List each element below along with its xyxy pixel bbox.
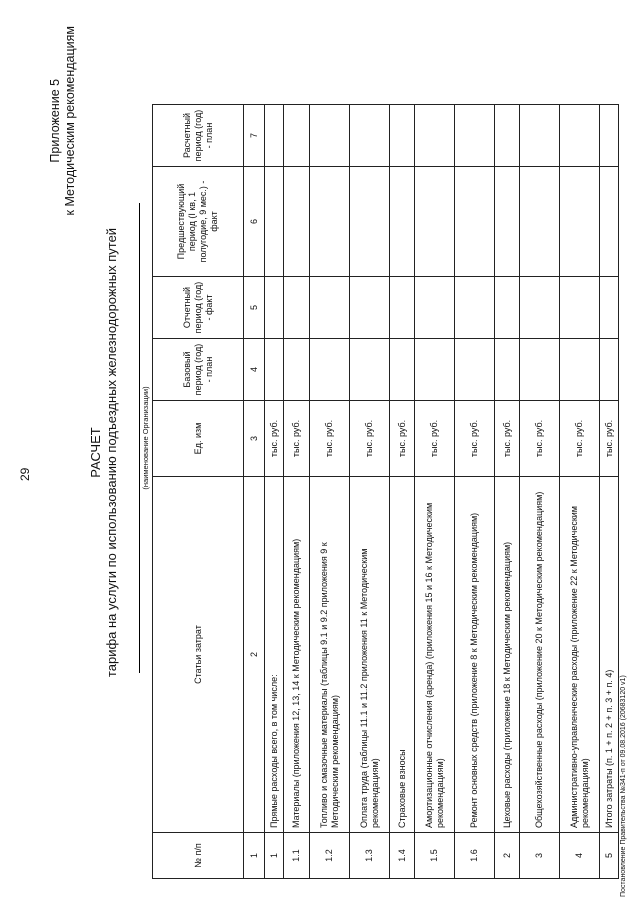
- footer-note: Постановление Правительства №341-п от 09.08.2016 (20683120 v1): [620, 675, 627, 897]
- row-number-cell: 4: [560, 833, 600, 879]
- cost-item-cell: Топливо и смазочные материалы (таблицы 9.1 и 9.2 приложения 9 к Методическим рекомендациям): [310, 477, 350, 833]
- unit-cell: тыс. руб.: [495, 401, 520, 477]
- unit-cell: тыс. руб.: [284, 401, 310, 477]
- row-number-cell: 1: [265, 833, 284, 879]
- unit-cell: тыс. руб.: [560, 401, 600, 477]
- unit-cell: тыс. руб.: [600, 401, 619, 477]
- value-cell-previous-fact: [350, 167, 390, 277]
- value-cell-report-fact: [600, 277, 619, 339]
- table-row: [390, 105, 415, 879]
- value-cell-calc-plan: [284, 105, 310, 167]
- value-cell-previous-fact: [455, 167, 495, 277]
- table-row: [495, 105, 520, 879]
- unit-cell: тыс. руб.: [310, 401, 350, 477]
- value-cell-calc-plan: [390, 105, 415, 167]
- value-cell-previous-fact: [390, 167, 415, 277]
- value-cell-previous-fact: [265, 167, 284, 277]
- table-row: [310, 105, 350, 879]
- value-cell-report-fact: [390, 277, 415, 339]
- cost-item-cell: Страховые взносы: [390, 477, 415, 833]
- value-cell-report-fact: [284, 277, 310, 339]
- value-cell-previous-fact: [495, 167, 520, 277]
- table-row: [415, 105, 455, 879]
- header-cell: Статьи затрат: [153, 477, 244, 833]
- row-number-cell: 3: [520, 833, 560, 879]
- header-cell: Предшествующий период (I кв, 1 полугодие, 9 мес.) - факт: [153, 167, 244, 277]
- cost-item-cell: Прямые расходы всего, в том числе:: [265, 477, 284, 833]
- value-cell-previous-fact: [415, 167, 455, 277]
- index-cell: 2: [244, 477, 265, 833]
- value-cell-report-fact: [310, 277, 350, 339]
- index-cell: 7: [244, 105, 265, 167]
- value-cell-report-fact: [520, 277, 560, 339]
- cost-item-cell: Административно-управленческие расходы (приложение 22 к Методическим рекомендациям): [560, 477, 600, 833]
- appendix-number: Приложение 5: [48, 78, 62, 163]
- cost-item-cell: Материалы (приложения 12, 13, 14 к Методическим рекомендациям): [284, 477, 310, 833]
- value-cell-calc-plan: [520, 105, 560, 167]
- value-cell-base-plan: [455, 339, 495, 401]
- row-number-cell: 1.3: [350, 833, 390, 879]
- table-row: [520, 105, 560, 879]
- value-cell-base-plan: [520, 339, 560, 401]
- index-cell: 5: [244, 277, 265, 339]
- row-number-cell: 1.6: [455, 833, 495, 879]
- value-cell-calc-plan: [265, 105, 284, 167]
- index-cell: 6: [244, 167, 265, 277]
- appendix-header: [48, 26, 78, 215]
- header-cell: Ед. изм: [153, 401, 244, 477]
- value-cell-previous-fact: [520, 167, 560, 277]
- table-header-row: [153, 105, 244, 879]
- value-cell-base-plan: [600, 339, 619, 401]
- row-number-cell: 1.4: [390, 833, 415, 879]
- value-cell-report-fact: [350, 277, 390, 339]
- value-cell-previous-fact: [310, 167, 350, 277]
- value-cell-base-plan: [284, 339, 310, 401]
- value-cell-base-plan: [390, 339, 415, 401]
- value-cell-report-fact: [455, 277, 495, 339]
- unit-cell: тыс. руб.: [455, 401, 495, 477]
- row-number-cell: 1.5: [415, 833, 455, 879]
- table-row: [350, 105, 390, 879]
- unit-cell: тыс. руб.: [350, 401, 390, 477]
- cost-item-cell: Цеховые расходы (приложение 18 к Методическим рекомендациям): [495, 477, 520, 833]
- value-cell-base-plan: [265, 339, 284, 401]
- value-cell-calc-plan: [350, 105, 390, 167]
- column-index-row: [244, 105, 265, 879]
- index-cell: 3: [244, 401, 265, 477]
- value-cell-previous-fact: [560, 167, 600, 277]
- value-cell-calc-plan: [455, 105, 495, 167]
- row-number-cell: 1.1: [284, 833, 310, 879]
- cost-item-cell: Общехозяйственные расходы (приложение 20 к Методическим рекомендациям): [520, 477, 560, 833]
- value-cell-report-fact: [495, 277, 520, 339]
- cost-item-cell: Итого затраты (п. 1 + п. 2 + п. 3 + п. 4): [600, 477, 619, 833]
- unit-cell: тыс. руб.: [265, 401, 284, 477]
- row-number-cell: 1.2: [310, 833, 350, 879]
- value-cell-previous-fact: [284, 167, 310, 277]
- value-cell-base-plan: [350, 339, 390, 401]
- value-cell-previous-fact: [600, 167, 619, 277]
- value-cell-base-plan: [560, 339, 600, 401]
- organization-caption: (наименование Организации): [141, 386, 150, 490]
- value-cell-base-plan: [415, 339, 455, 401]
- value-cell-calc-plan: [415, 105, 455, 167]
- index-cell: 1: [244, 833, 265, 879]
- header-cell: Отчетный период (год) - факт: [153, 277, 244, 339]
- table-row: [455, 105, 495, 879]
- appendix-reference: к Методическим рекомендациям: [63, 26, 77, 216]
- organization-name-line: [139, 203, 140, 673]
- unit-cell: тыс. руб.: [520, 401, 560, 477]
- value-cell-report-fact: [265, 277, 284, 339]
- document-title: РАСЧЕТ: [88, 427, 103, 478]
- value-cell-report-fact: [415, 277, 455, 339]
- row-number-cell: 5: [600, 833, 619, 879]
- cost-item-cell: Оплата труда (таблицы 11.1 и 11.2 приложения 11 к Методическим рекомендациям): [350, 477, 390, 833]
- header-cell: Базовый период (год) - план: [153, 339, 244, 401]
- table-row: [560, 105, 600, 879]
- row-number-cell: 2: [495, 833, 520, 879]
- table-row: [284, 105, 310, 879]
- header-cell: № п/п: [153, 833, 244, 879]
- header-cell: Расчетный период (год) - план: [153, 105, 244, 167]
- unit-cell: тыс. руб.: [415, 401, 455, 477]
- index-cell: 4: [244, 339, 265, 401]
- unit-cell: тыс. руб.: [390, 401, 415, 477]
- table-row: [265, 105, 284, 879]
- value-cell-base-plan: [310, 339, 350, 401]
- table-row: [600, 105, 619, 879]
- value-cell-base-plan: [495, 339, 520, 401]
- document-subtitle: тарифа на услуги по использованию подъездных железнодорожных путей: [104, 227, 119, 678]
- tariff-calculation-table: [152, 104, 619, 879]
- value-cell-report-fact: [560, 277, 600, 339]
- value-cell-calc-plan: [560, 105, 600, 167]
- value-cell-calc-plan: [310, 105, 350, 167]
- cost-item-cell: Амортизационные отчисления (аренда) (приложения 15 и 16 к Методическим рекомендациям): [415, 477, 455, 833]
- page-number: 29: [18, 467, 32, 481]
- cost-item-cell: Ремонт основных средств (приложение 8 к Методическим рекомендациям): [455, 477, 495, 833]
- value-cell-calc-plan: [600, 105, 619, 167]
- value-cell-calc-plan: [495, 105, 520, 167]
